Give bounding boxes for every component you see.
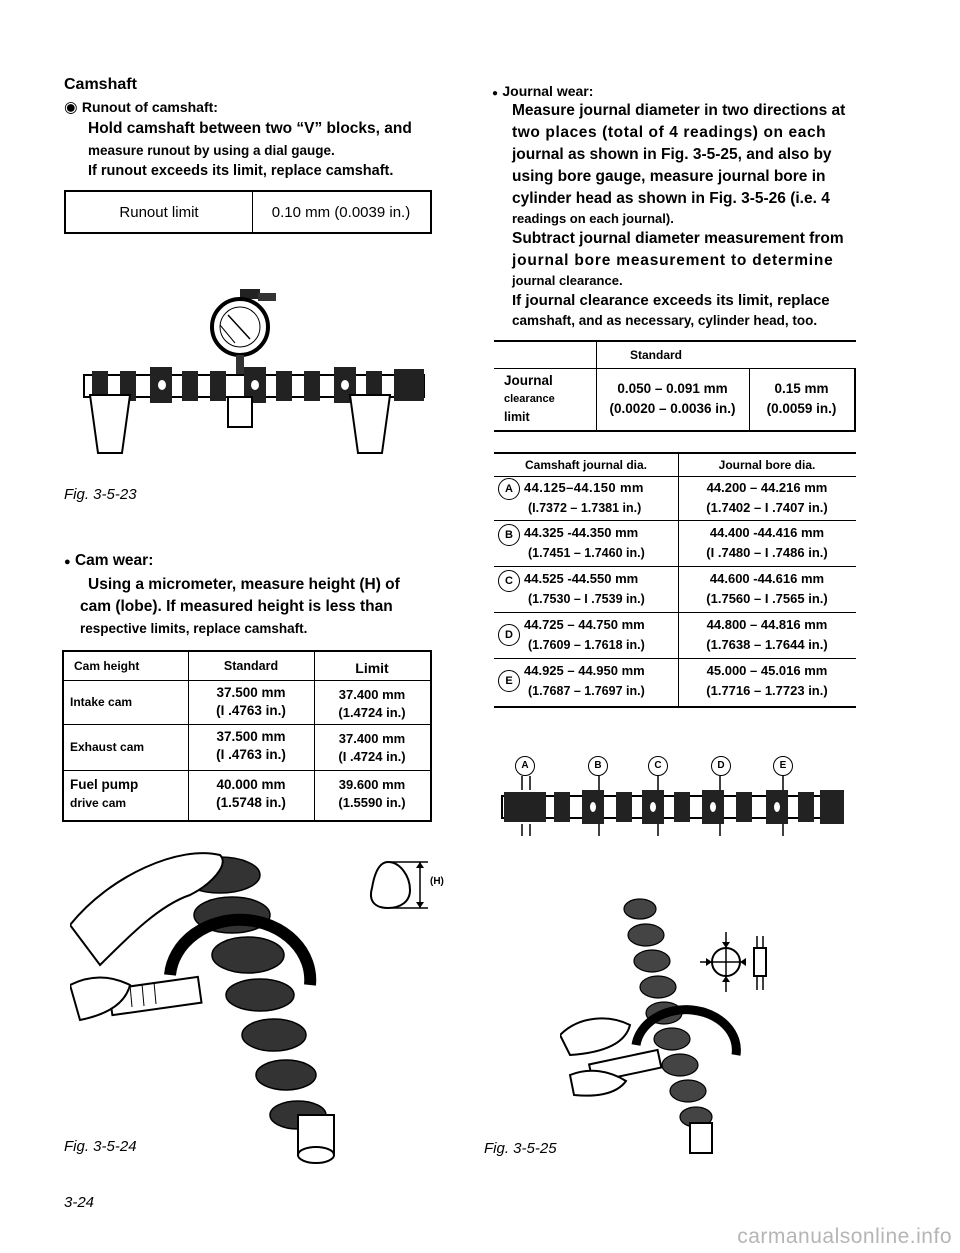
journal-line-3: journal as shown in Fig. 3-5-25, and also by	[512, 146, 832, 163]
value: (I .4724 in.)	[338, 749, 406, 764]
value: (1.7530 – I .7539 in.)	[528, 592, 645, 606]
cam-row-intake-standard	[188, 680, 314, 724]
cam-wear-heading-text: Cam wear:	[74, 552, 154, 569]
figure-caption-3-5-23: Fig. 3-5-23	[64, 486, 137, 503]
runout-limit-label: Runout limit	[64, 192, 253, 232]
value: 40.000 mm	[216, 777, 286, 792]
value: Fuel pump	[70, 777, 139, 792]
value: (1.7716 – 1.7723 in.)	[706, 683, 828, 698]
value: clearance	[504, 393, 555, 405]
value: (1.7402 – I .7407 in.)	[706, 500, 828, 515]
runout-limit-value: 0.10 mm (0.0039 in.)	[252, 192, 432, 232]
journal-line-6: readings on each journal).	[512, 211, 674, 226]
value: 37.500 mm	[216, 729, 286, 744]
journal-row-e-bore	[678, 658, 856, 704]
journal-diameter-table	[494, 452, 856, 708]
value: (I .4763 in.)	[216, 703, 286, 718]
value: 37.400 mm	[338, 731, 406, 746]
value: (1.7687 – 1.7697 in.)	[528, 684, 645, 698]
runout-heading-text: Runout of camshaft:	[81, 99, 218, 115]
cam-row-intake-name: Intake cam	[70, 695, 133, 709]
value: 45.000 – 45.016 mm	[706, 663, 828, 678]
micrometer-cam-illustration	[70, 835, 370, 1165]
cam-row-fuel-pump-limit	[314, 770, 430, 818]
value: 0.050 – 0.091 mm	[617, 381, 728, 396]
value: 44.600 -44.616 mm	[709, 571, 825, 586]
value: (0.0020 – 0.0036 in.)	[609, 401, 736, 416]
value: 44.325 -44.350 mm	[524, 525, 639, 540]
cam-table-header-standard: Standard	[223, 659, 279, 673]
journal-line-4: using bore gauge, measure journal bore in	[512, 168, 826, 185]
runout-line-3: If runout exceeds its limit, replace camshaft.	[88, 163, 394, 179]
diagram-mark-b: B	[588, 756, 608, 776]
journal-row-b-dia	[524, 520, 678, 566]
cam-row-fuel-pump-standard	[188, 770, 314, 818]
cam-row-exhaust-name: Exhaust cam	[70, 740, 145, 754]
value: 44.725 – 44.750 mm	[524, 617, 645, 632]
value: 44.800 – 44.816 mm	[706, 617, 828, 632]
journal-row-b-bore	[678, 520, 856, 566]
section-title: Camshaft	[64, 76, 137, 93]
value: 0.15 mm	[774, 381, 829, 396]
runout-limit-table	[64, 190, 432, 234]
diagram-mark-e: E	[773, 756, 793, 776]
bullet-icon: ●	[492, 88, 499, 99]
journal-row-e-dia	[524, 658, 678, 704]
value: 44.525 -44.550 mm	[524, 571, 639, 586]
value: (0.0059 in.)	[766, 401, 837, 416]
watermark: carmanualsonline.info	[737, 1225, 952, 1248]
value: 37.400 mm	[338, 687, 406, 702]
value: (1.7609 – 1.7618 in.)	[528, 638, 645, 652]
journal-row-c-bore	[678, 566, 856, 612]
journal-line-7: Subtract journal diameter measurement from	[512, 230, 844, 247]
journal-line-11: camshaft, and as necessary, cylinder head, too.	[512, 313, 818, 328]
runout-heading	[64, 96, 218, 119]
value: 39.600 mm	[338, 777, 406, 792]
value: (I.7372 – 1.7381 in.)	[528, 501, 642, 515]
cam-line-2: cam (lobe). If measured height is less than	[80, 598, 393, 615]
journal-line-2: two places (total of 4 readings) on each	[512, 124, 827, 141]
journal-row-a-mark: A	[498, 478, 520, 500]
page-number: 3-24	[64, 1194, 95, 1211]
camshaft-journal-positions-illustration	[498, 776, 848, 838]
value: (1.7638 – 1.7644 in.)	[706, 637, 828, 652]
cam-table-header-name: Cam height	[74, 659, 140, 673]
journal-row-d-dia	[524, 612, 678, 658]
journal-row-e-mark: E	[498, 670, 520, 692]
diagram-mark-c: C	[648, 756, 668, 776]
value: 44.125–44.150 mm	[524, 480, 644, 495]
height-label: (H)	[430, 876, 444, 887]
journal-row-d-mark: D	[498, 624, 520, 646]
journal-direction-diagram	[700, 928, 772, 1000]
journal-row-d-bore	[678, 612, 856, 658]
cam-row-fuel-pump-name	[70, 770, 186, 818]
journal-line-5: cylinder head as shown in Fig. 3-5-26 (i.e. 4	[512, 190, 830, 207]
journal-line-8: journal bore measurement to determine	[512, 252, 834, 269]
journal-row-a-bore	[678, 476, 856, 520]
journal-row-c-dia	[524, 566, 678, 612]
cam-wear-heading	[64, 550, 153, 573]
clearance-label	[504, 368, 596, 430]
journal-wear-heading-text: Journal wear:	[502, 83, 594, 99]
journal-table-header-bore: Journal bore dia.	[718, 458, 816, 472]
value: 37.500 mm	[216, 685, 286, 700]
figure-caption-3-5-24: Fig. 3-5-24	[64, 1138, 137, 1155]
cam-line-3: respective limits, replace camshaft.	[80, 621, 308, 636]
runout-line-2: measure runout by using a dial gauge.	[88, 143, 335, 158]
clearance-standard-value	[596, 368, 749, 430]
journal-line-10: If journal clearance exceeds its limit, replace	[512, 292, 830, 309]
diagram-mark-a: A	[515, 756, 535, 776]
bullet-icon: ◉	[64, 99, 78, 116]
clearance-limit-value	[749, 368, 854, 430]
journal-row-c-mark: C	[498, 570, 520, 592]
diagram-mark-d: D	[711, 756, 731, 776]
value: (I .4763 in.)	[216, 747, 286, 762]
bullet-icon: ●	[64, 556, 71, 568]
value: (1.5748 in.)	[216, 795, 286, 810]
cam-line-1: Using a micrometer, measure height (H) of	[88, 576, 400, 593]
clearance-header-standard: Standard	[629, 348, 682, 362]
cam-row-exhaust-limit	[314, 726, 430, 770]
value: 44.200 – 44.216 mm	[706, 480, 828, 495]
cam-row-exhaust-standard	[188, 724, 314, 768]
dial-gauge-camshaft-illustration	[60, 285, 440, 460]
value: 44.400 -44.416 mm	[709, 525, 825, 540]
journal-row-a-dia	[524, 476, 678, 520]
cam-height-table	[62, 650, 432, 822]
value: limit	[504, 410, 530, 424]
value: (1.7451 – 1.7460 in.)	[528, 546, 645, 560]
value: (1.7560 – I .7565 in.)	[706, 591, 828, 606]
value: (1.5590 in.)	[338, 795, 406, 810]
journal-line-1: Measure journal diameter in two directions at	[512, 102, 846, 119]
value: 44.925 – 44.950 mm	[524, 663, 645, 678]
value: Journal	[504, 373, 553, 388]
value: (I .7480 – I .7486 in.)	[706, 545, 828, 560]
journal-row-b-mark: B	[498, 524, 520, 546]
value: drive cam	[70, 796, 127, 810]
journal-table-header-dia: Camshaft journal dia.	[524, 458, 648, 472]
journal-line-9: journal clearance.	[512, 273, 623, 288]
cam-table-header-limit: Limit	[355, 660, 389, 676]
runout-line-1: Hold camshaft between two “V” blocks, and	[88, 120, 412, 137]
value: (1.4724 in.)	[338, 705, 406, 720]
figure-caption-3-5-25: Fig. 3-5-25	[484, 1140, 557, 1157]
cam-row-intake-limit	[314, 682, 430, 726]
journal-clearance-table	[494, 340, 856, 432]
